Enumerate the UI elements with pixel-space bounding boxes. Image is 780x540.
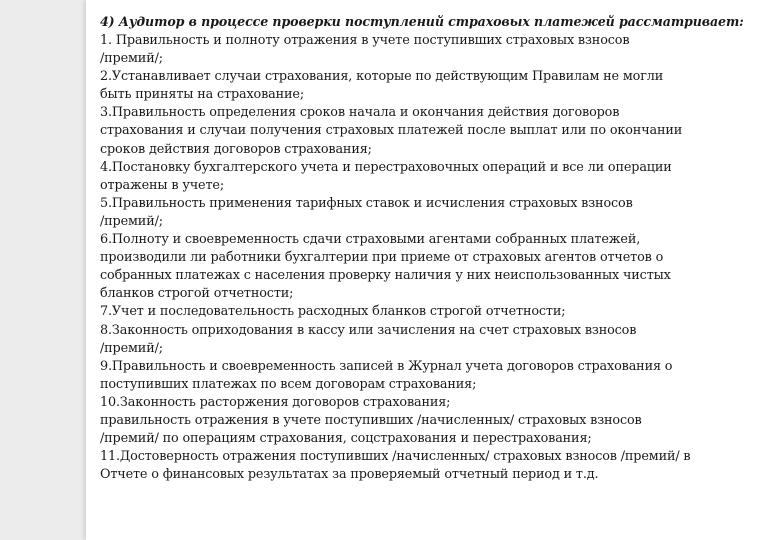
content-card [86, 0, 780, 540]
text-line: 7.Учет и последовательность расходных бланков строгой отчетности; [100, 304, 566, 320]
text-line: /премий/; [100, 213, 163, 229]
text-line: правильность отражения в учете поступивших /начисленных/ страховых взносов [100, 412, 642, 428]
text-body [100, 32, 770, 484]
text-line: бланков строгой отчетности; [100, 286, 294, 302]
text-line: /премий/ по операциям страхования, соцстрахования и перестрахования; [100, 431, 592, 447]
text-line: 10.Законность расторжения договоров страхования; [100, 394, 451, 410]
text-line: собранных платежах с населения проверку наличия у них неиспользованных чистых [100, 268, 671, 284]
text-line: 1. Правильность и полноту отражения в учете поступивших страховых взносов [100, 33, 630, 48]
text-line: сроков действия договоров страхования; [100, 141, 372, 157]
text-line: 6.Полноту и своевременность сдачи страховыми агентами собранных платежей, [100, 232, 641, 248]
text-line: 3.Правильность определения сроков начала и окончания действия договоров [100, 105, 620, 121]
content-text [100, 12, 770, 484]
text-line: поступивших платежах по всем договорам страхования; [100, 376, 477, 392]
text-line: 8.Законность оприходования в кассу или зачисления на счет страховых взносов [100, 322, 637, 338]
text-line: 9.Правильность и своевременность записей в Журнал учета договоров страхования о [100, 358, 673, 374]
text-line: производили ли работники бухгалтерии при приеме от страховых агентов отчетов о [100, 250, 664, 266]
text-line: /премий/; [100, 51, 163, 67]
text-line: быть приняты на страхование; [100, 87, 304, 103]
text-line: Отчете о финансовых результатах за проверяемый отчетный период и т.д. [100, 467, 599, 483]
text-line: /премий/; [100, 340, 163, 356]
text-line: 2.Устанавливает случаи страхования, которые по действующим Правилам не могли [100, 69, 664, 85]
text-line: 4.Постановку бухгалтерского учета и перестраховочных операций и все ли операции [100, 159, 672, 175]
text-line: 5.Правильность применения тарифных ставок и исчисления страховых взносов [100, 195, 633, 211]
text-line: страхования и случаи получения страховых платежей после выплат или по окончании [100, 123, 683, 139]
section-heading: 4) Аудитор в процессе проверки поступлений страховых платежей рассматривает: [100, 14, 744, 29]
text-line: 11.Достоверность отражения поступивших /начисленных/ страховых взносов /премий/ в [100, 449, 691, 465]
text-line: отражены в учете; [100, 177, 224, 193]
